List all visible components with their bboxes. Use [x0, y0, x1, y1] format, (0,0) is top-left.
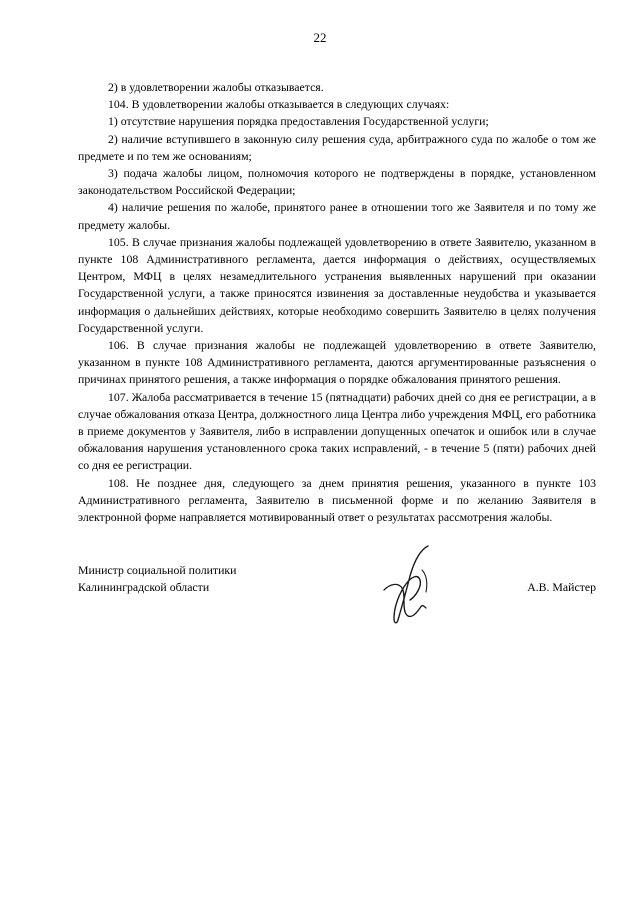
paragraph: 4) наличие решения по жалобе, принятого ранее в отношении того же Заявителя и по тому же предмету жалобы. — [78, 200, 596, 232]
paragraph: 2) в удовлетворении жалобы отказывается. — [108, 80, 324, 94]
paragraph: 108. Не позднее дня, следующего за днем принятия решения, указанного в пункте 103 Административного регламента, Заявителю в письменной форме и по желанию Заявителя в электронной форме направляется мотивированный ответ о результатах рассмотрения жалобы. — [78, 475, 596, 525]
signer-name: А.В. Майстер — [527, 580, 596, 594]
paragraph: 106. В случае признания жалобы не подлежащей удовлетворению в ответе Заявителю, указанном в пункте 108 Административного регламента, даются аргументированные разъяснения о причинах принятого решения, а также информация о порядке обжалования принятого решения. — [78, 338, 596, 387]
paragraph: 105. В случае признания жалобы подлежащей удовлетворению в ответе Заявителю, указанном в пункте 108 Административного регламента, дается информация о действиях, осуществляемых Центром, МФЦ в целях незамедлительного устранения выявленных нарушений при оказании Государственной услуги, а также приносятся извинения за доставленные неудобства и указывается информация о дальнейших действиях, которые необходимо совершить Заявителю в целях получения Государственной услуги. — [78, 234, 596, 335]
signature-stroke — [394, 546, 428, 623]
document-body — [78, 79, 596, 526]
paragraph: 3) подача жалобы лицом, полномочия которого не подтверждены в порядке, установленном законодательством Российской Федерации; — [78, 166, 596, 198]
handwritten-signature — [376, 540, 446, 630]
paragraph: 107. Жалоба рассматривается в течение 15 (пятнадцати) рабочих дней со дня ее регистрации, а в случае обжалования отказа Центра, должностного лица Центра либо учреждения МФЦ, его работника в приеме документов у Заявителя, либо в исправлении допущенных опечаток и ошибок или в случае обжалования нарушения установленного срока таких исправлений, - в течение 5 (пяти) рабочих дней со дня ее регистрации. — [78, 389, 596, 473]
paragraph: 1) отсутствие нарушения порядка предоставления Государственной услуги; — [108, 114, 489, 129]
paragraph: 2) наличие вступившего в законную силу решения суда, арбитражного суда по жалобе о том же предмете и по тем же основаниям; — [78, 131, 596, 163]
signer-position — [78, 562, 236, 596]
signature-stroke — [422, 570, 427, 592]
signer-position-line: Калининградской области — [78, 580, 210, 594]
paragraph: 104. В удовлетворении жалобы отказывается в следующих случаях: — [108, 97, 450, 112]
signature-stroke — [384, 584, 426, 616]
page-number: 22 — [313, 30, 327, 45]
signature-block — [78, 562, 596, 622]
signer-position-line: Министр социальной политики — [78, 563, 237, 577]
